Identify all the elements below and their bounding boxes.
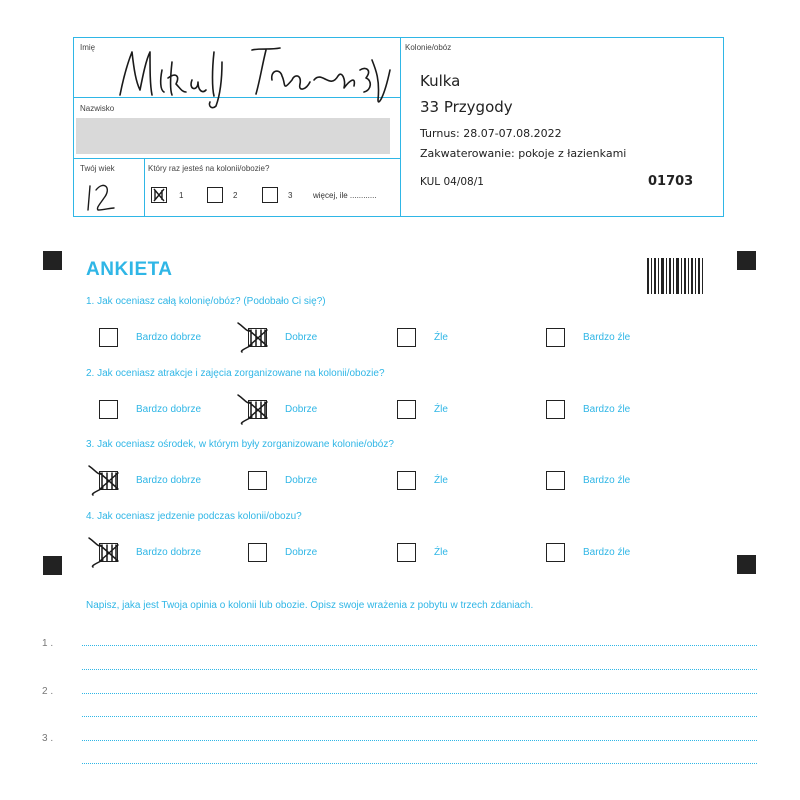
registration-marker-bottom-right — [737, 555, 756, 574]
times-option-1: 1 — [179, 191, 184, 200]
age-label: Twój wiek — [80, 164, 115, 173]
q3-option-bardzo-dobrze: Bardzo dobrze — [136, 475, 202, 486]
form-number: 01703 — [648, 174, 694, 189]
times-option-3: 3 — [288, 191, 293, 200]
redacted-surname — [76, 118, 390, 154]
accommodation-info: Zakwaterowanie: pokoje z łazienkami — [420, 147, 627, 160]
q4-checkbox-bardzo-zle[interactable] — [546, 543, 565, 562]
q1-checkbox-bardzo-dobrze[interactable] — [99, 328, 118, 347]
times-option-2: 2 — [233, 191, 238, 200]
q1-option-zle: Źle — [434, 332, 448, 343]
times-label: Który raz jesteś na kolonii/obozie? — [148, 164, 270, 173]
q3-checkbox-dobrze[interactable] — [248, 471, 267, 490]
opinion-line[interactable] — [82, 669, 757, 670]
opinion-line[interactable] — [82, 716, 757, 717]
question-1-text: 1. Jak oceniasz całą kolonię/obóz? (Podobało Ci się?) — [86, 296, 326, 307]
camp-name: Kulka — [420, 72, 461, 90]
opinion-line[interactable] — [82, 693, 757, 694]
times-checkbox-2[interactable] — [207, 187, 223, 203]
q3-option-dobrze: Dobrze — [285, 475, 318, 486]
turnus-dates: Turnus: 28.07-07.08.2022 — [420, 127, 562, 140]
surname-label: Nazwisko — [80, 104, 115, 113]
registration-marker-top-right — [737, 251, 756, 270]
q4-option-zle: Źle — [434, 547, 448, 558]
q3-scribble-mark — [87, 462, 127, 496]
opinion-line-number-1: 1 . — [42, 638, 54, 649]
q4-option-bardzo-dobrze: Bardzo dobrze — [136, 547, 202, 558]
q2-option-bardzo-zle: Bardzo źle — [583, 404, 631, 415]
question-4-text: 4. Jak oceniasz jedzenie podczas kolonii/obozu? — [86, 511, 302, 522]
q2-checkbox-zle[interactable] — [397, 400, 416, 419]
q1-checkbox-zle[interactable] — [397, 328, 416, 347]
opinion-line[interactable] — [82, 645, 757, 646]
q4-checkbox-dobrze[interactable] — [248, 543, 267, 562]
q2-checkbox-bardzo-dobrze[interactable] — [99, 400, 118, 419]
times-checkbox-3[interactable] — [262, 187, 278, 203]
name-label: Imię — [80, 43, 96, 52]
q4-option-dobrze: Dobrze — [285, 547, 318, 558]
q2-scribble-mark — [236, 391, 276, 425]
q3-checkbox-zle[interactable] — [397, 471, 416, 490]
q1-checkbox-bardzo-zle[interactable] — [546, 328, 565, 347]
q3-checkbox-bardzo-zle[interactable] — [546, 471, 565, 490]
q1-option-bardzo-dobrze: Bardzo dobrze — [136, 332, 202, 343]
barcode — [647, 258, 703, 294]
q2-option-bardzo-dobrze: Bardzo dobrze — [136, 404, 202, 415]
q3-option-bardzo-zle: Bardzo źle — [583, 475, 631, 486]
times-more-field[interactable]: więcej, ile ............ — [313, 191, 377, 200]
question-2-text: 2. Jak oceniasz atrakcje i zajęcia zorganizowane na kolonii/obozie? — [86, 368, 385, 379]
opinion-line[interactable] — [82, 740, 757, 741]
q4-checkbox-zle[interactable] — [397, 543, 416, 562]
q1-scribble-mark — [236, 319, 276, 353]
q4-option-bardzo-zle: Bardzo źle — [583, 547, 631, 558]
question-3-text: 3. Jak oceniasz ośrodek, w którym były zorganizowane kolonie/obóz? — [86, 439, 394, 450]
q2-option-zle: Źle — [434, 404, 448, 415]
opinion-line-number-3: 3 . — [42, 733, 54, 744]
opinion-line-number-2: 2 . — [42, 686, 54, 697]
registration-marker-top-left — [43, 251, 62, 270]
times-checkbox-1-mark — [151, 187, 167, 203]
camp-program: 33 Przygody — [420, 98, 513, 116]
q1-option-dobrze: Dobrze — [285, 332, 318, 343]
q3-option-zle: Źle — [434, 475, 448, 486]
opinion-instruction: Napisz, jaka jest Twoja opinia o kolonii lub obozie. Opisz swoje wrażenia z pobytu w trzech zdaniach. — [86, 600, 534, 611]
q1-option-bardzo-zle: Bardzo źle — [583, 332, 631, 343]
opinion-line[interactable] — [82, 763, 757, 764]
q2-checkbox-bardzo-zle[interactable] — [546, 400, 565, 419]
survey-title: ANKIETA — [86, 259, 173, 280]
camp-code: KUL 04/08/1 — [420, 176, 484, 188]
q4-scribble-mark — [87, 534, 127, 568]
q2-option-dobrze: Dobrze — [285, 404, 318, 415]
registration-marker-bottom-left — [43, 556, 62, 575]
camp-label: Kolonie/obóz — [405, 43, 452, 52]
handwritten-age-12 — [82, 178, 122, 214]
handwritten-name-signature — [110, 40, 400, 110]
